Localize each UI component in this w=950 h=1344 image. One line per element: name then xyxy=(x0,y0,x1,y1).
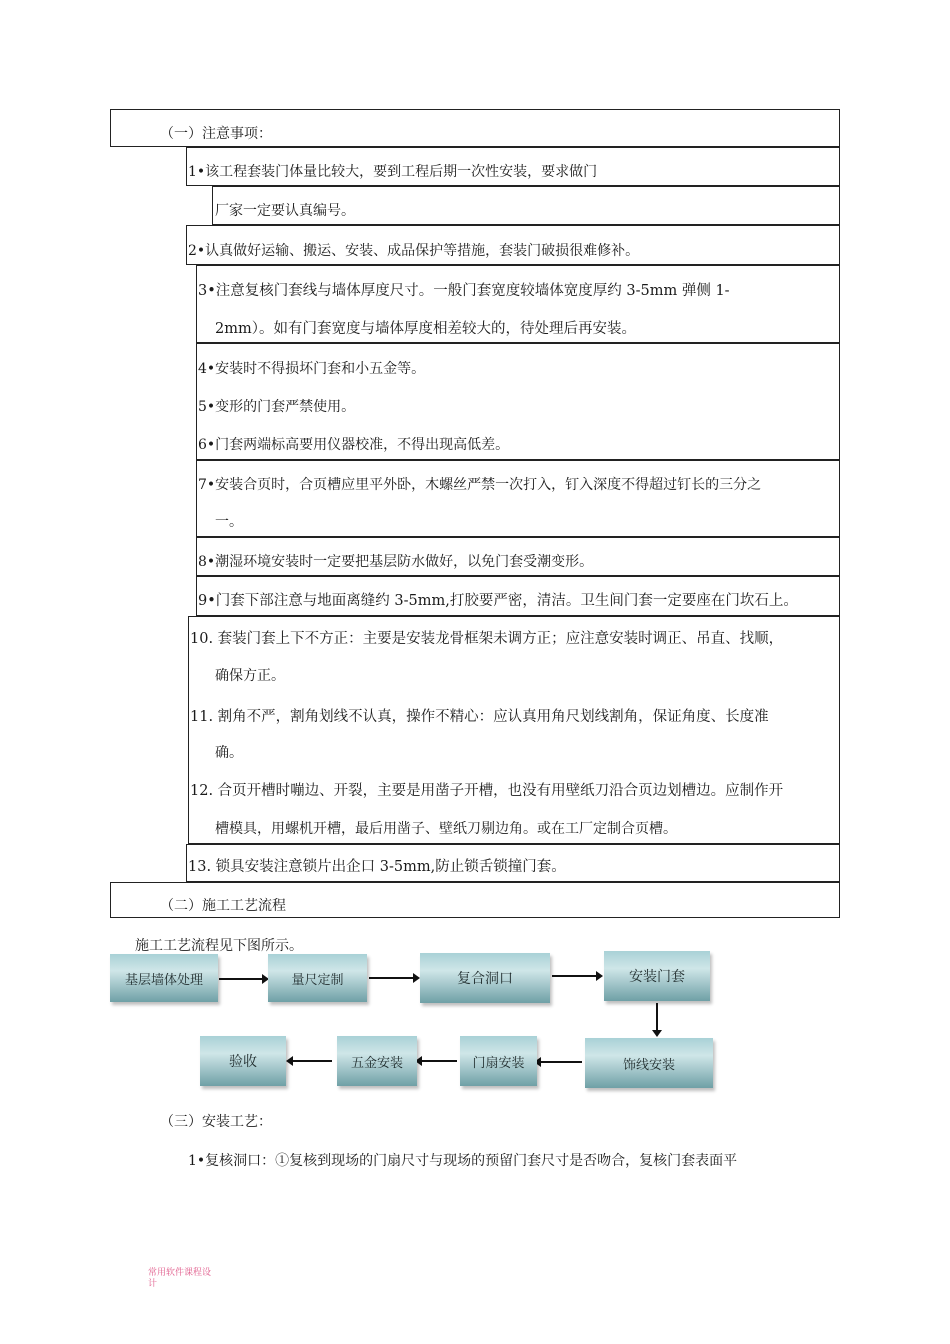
section1-heading: （一）注意事项： xyxy=(160,126,272,142)
flow-step-3: 复合洞口 xyxy=(420,953,550,1003)
footer-line-2: 计 xyxy=(148,1279,158,1289)
item-10-line-2: 确保方正。 xyxy=(215,668,285,684)
flow-step-1: 基层墙体处理 xyxy=(110,954,218,1002)
flow-step-2: 量尺定制 xyxy=(268,954,367,1002)
item-8-line-1: 8•潮湿环境安装时一定要把基层防水做好，以免门套受潮变形。 xyxy=(198,554,594,570)
item-5-line-1: 5•变形的门套严禁使用。 xyxy=(198,399,356,415)
item-box-10-12 xyxy=(188,616,840,844)
flow-step-6: 门扇安装 xyxy=(460,1036,537,1086)
item-3-line-2: 2mm）。如有门套宽度与墙体厚度相差较大的，待处理后再安装。 xyxy=(215,321,636,337)
item-13-line-1: 13. 锁具安装注意锁片出企口 3-5mm,防止锁舌锁撞门套。 xyxy=(188,859,566,875)
item-12-line-1: 12. 合页开槽时嘣边、开裂，主要是用凿子开槽，也没有用壁纸刀沿合页边划槽边。应制作开 xyxy=(190,783,784,799)
flow-arrow-1-2 xyxy=(219,978,263,980)
flow-step-5: 饰线安装 xyxy=(585,1038,713,1088)
flow-step-4: 安装门套 xyxy=(604,951,710,1001)
flow-step-8: 验收 xyxy=(200,1036,286,1086)
flow-arrow-6-7 xyxy=(421,1060,457,1062)
item-1-line-2: 厂家一定要认真编号。 xyxy=(215,203,355,219)
flow-arrow-7-8 xyxy=(292,1060,332,1062)
item-9-line-1: 9•门套下部注意与地面离缝约 3-5mm,打胶要严密，清洁。卫生间门套一定要座在门坎石上。 xyxy=(198,593,798,609)
footer-line-1: 常用软件课程设 xyxy=(148,1268,212,1278)
flow-arrow-3-4 xyxy=(552,975,597,977)
flow-step-7: 五金安装 xyxy=(337,1036,417,1086)
flow-arrow-4-5 xyxy=(656,1003,658,1031)
item-3-line-1: 3•注意复核门套线与墙体厚度尺寸。一般门套宽度较墙体宽度厚约 3-5mm 弹侧 1- xyxy=(198,283,730,299)
item-2-line-1: 2•认真做好运输、搬运、安装、成品保护等措施，套装门破损很难修补。 xyxy=(188,243,640,259)
item-12-line-2: 槽模具，用螺机开槽，最后用凿子、壁纸刀剔边角。或在工厂定制合页槽。 xyxy=(215,821,677,837)
item-7-line-1: 7•安装合页时，合页槽应里平外卧，木螺丝严禁一次打入，钉入深度不得超过钉长的三分之 xyxy=(198,477,762,493)
section2-heading: （二）施工工艺流程 xyxy=(160,898,286,914)
item-11-line-1: 11. 割角不严，割角划线不认真，操作不精心：应认真用角尺划线割角，保证角度、长度准 xyxy=(190,709,769,725)
item-11-line-2: 确。 xyxy=(215,745,243,761)
section3-item-1: 1•复核洞口：①复核到现场的门扇尺寸与现场的预留门套尺寸是否吻合，复核门套表面平 xyxy=(188,1153,738,1169)
flow-arrow-2-3 xyxy=(369,977,414,979)
item-6-line-1: 6•门套两端标高要用仪器校准，不得出现高低差。 xyxy=(198,437,510,453)
flow-arrow-5-6 xyxy=(540,1061,582,1063)
section2-intro: 施工工艺流程见下图所示。 xyxy=(135,938,303,954)
item-box-7 xyxy=(196,460,840,537)
item-1-line-1: 1•该工程套装门体量比较大，要到工程后期一次性安装，要求做门 xyxy=(188,164,598,180)
item-7-line-2: 一。 xyxy=(215,514,243,530)
section3-heading: （三）安装工艺： xyxy=(160,1114,272,1130)
item-4-line-1: 4•安装时不得损坏门套和小五金等。 xyxy=(198,361,426,377)
item-10-line-1: 10. 套装门套上下不方正：主要是安装龙骨框架未调方正；应注意安装时调正、吊直、找顺， xyxy=(190,631,784,647)
